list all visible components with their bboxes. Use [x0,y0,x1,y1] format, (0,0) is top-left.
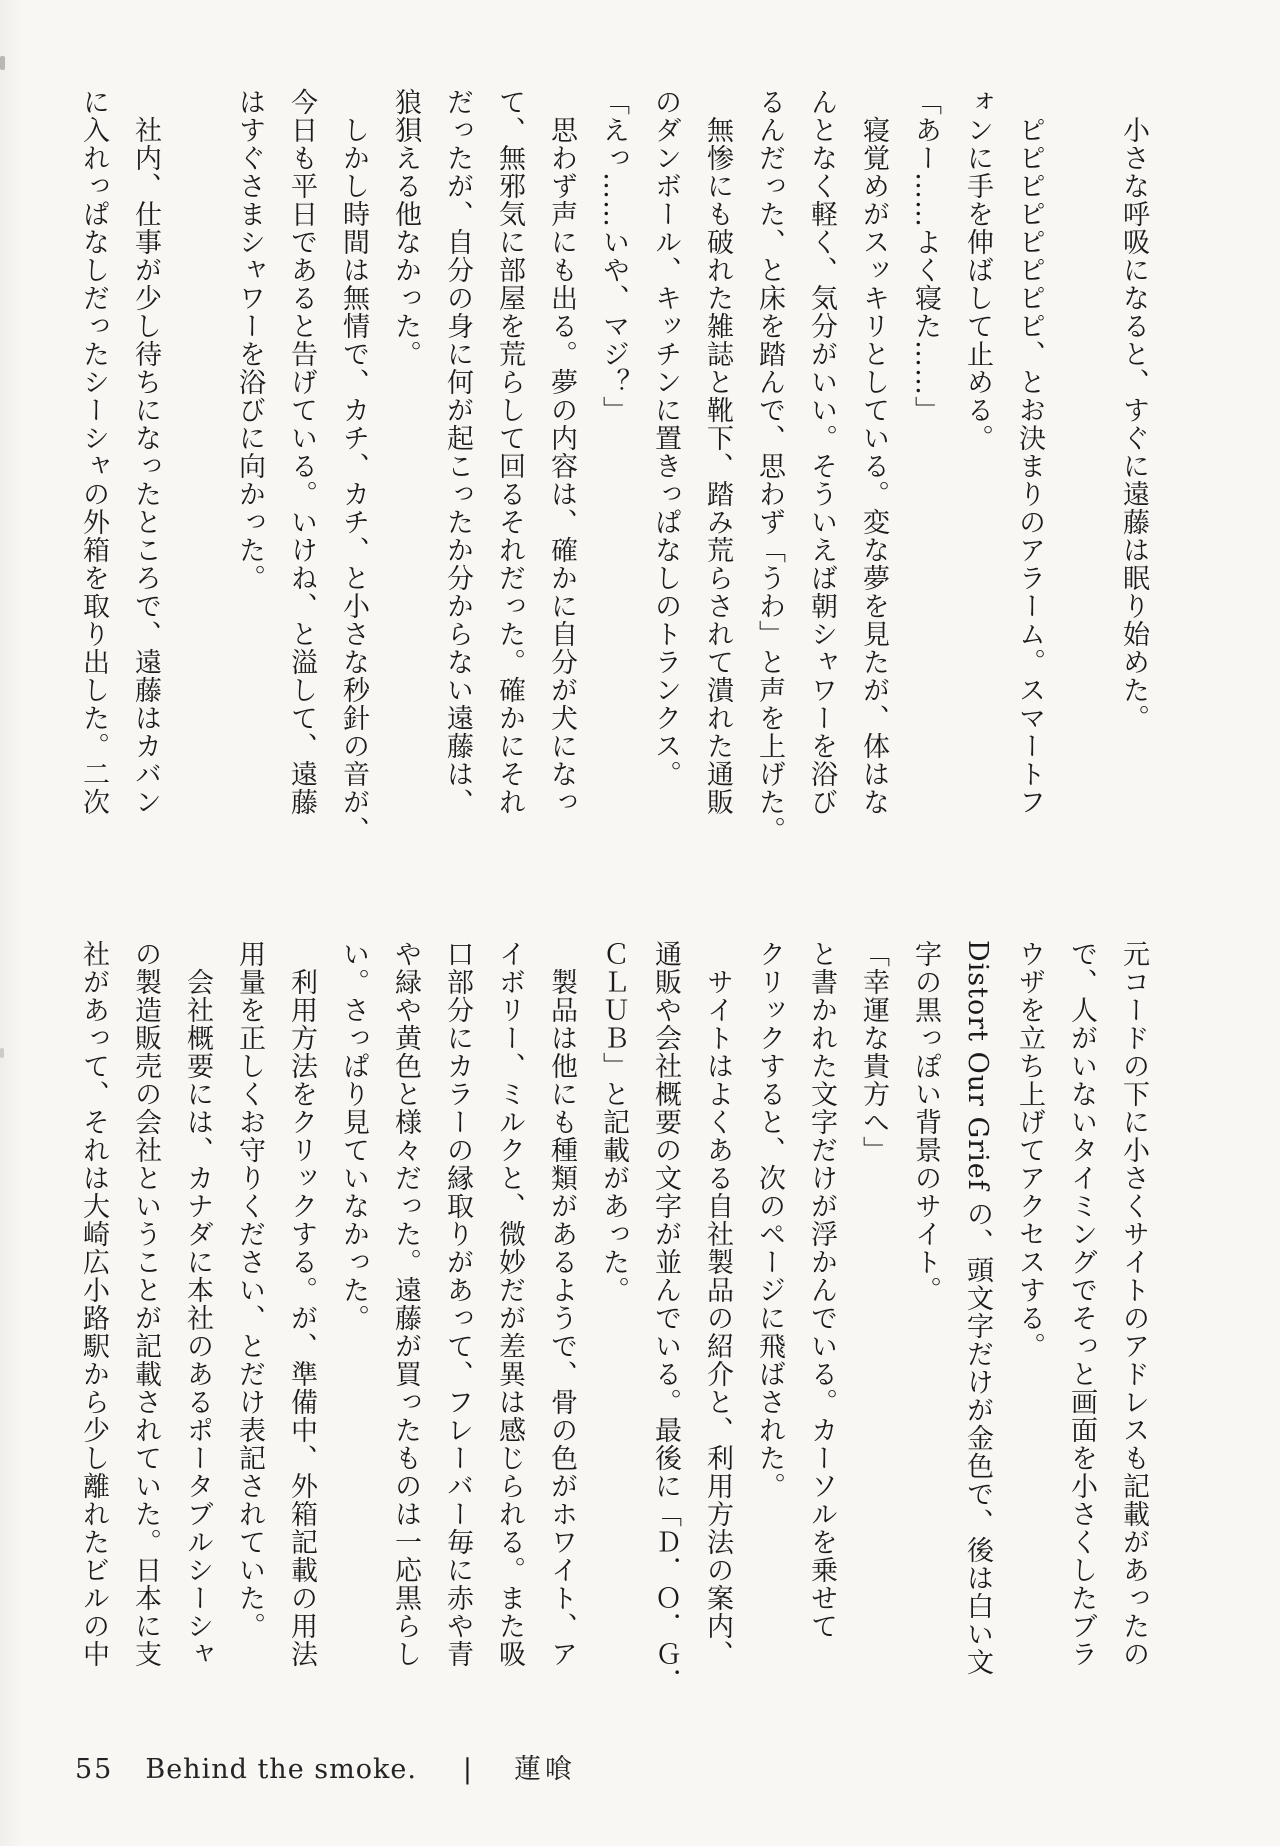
text-line: クリックすると、次のページに飛ばされた。 [754,940,785,1500]
text-line: Distort Our Grief の、頭文字だけが金色で、後は白い文 [962,940,993,1677]
running-title-en: Behind the smoke. [145,1754,417,1785]
text-line: と書かれた文字だけが浮かんでいる。カーソルを乗せて [806,940,837,1640]
bottom-text-block [67,940,1159,1696]
text-line: 口部分にカラーの縁取りがあって、フレーバー毎に赤や青 [442,940,473,1668]
text-line: 社内、仕事が少し待ちになったところで、遠藤はカバン [130,88,161,816]
scan-artifact [0,56,5,70]
text-line: 元コードの下に小さくサイトのアドレスも記載があったの [1118,940,1149,1668]
text-line: て、無邪気に部屋を荒らして回るそれだった。確かにそれ [494,88,525,816]
text-line-blank [171,88,223,878]
text-line: い。さっぱり見ていなかった。 [338,940,369,1332]
text-line: んとなく軽く、気分がいい。そういえば朝シャワーを浴び [806,88,837,816]
running-title-jp: 蓮喰 [514,1754,577,1785]
text-line: 無惨にも破れた雑誌と靴下、踏み荒らされて潰れた通販 [702,88,733,816]
text-line: や緑や黄色と様々だった。遠藤が買ったものは一応黒らし [390,940,421,1668]
text-line: ウザを立ち上げてアクセスする。 [1014,940,1045,1360]
text-line: 社があって、それは大崎広小路駅から少し離れたビルの中 [78,940,109,1668]
text-line: で、人がいないタイミングでそっと画面を小さくしたブラ [1066,940,1097,1668]
text-line: るんだった、と床を踏んで、思わず「うわ」と声を上げた。 [754,88,785,844]
text-line: イボリー、ミルクと、微妙だが差異は感じられる。また吸 [494,940,525,1668]
text-line: 「えっ……いや、マジ？」 [598,88,629,424]
footer-divider: | [462,1754,473,1785]
text-line: 用量を正しくお守りください、とだけ表記されていた。 [234,940,265,1640]
text-line: だったが、自分の身に何が起こったか分からない遠藤は、 [442,88,473,816]
text-line: しかし時間は無情で、カチ、カチ、と小さな秒針の音が、 [338,88,369,844]
text-line: ピピピピピピピピ、とお決まりのアラーム。スマートフ [1014,88,1045,816]
top-text-block [67,88,1159,878]
text-line: のダンボール、キッチンに置きっぱなしのトランクス。 [650,88,681,788]
text-line: 通販や会社概要の文字が並んでいる。最後に「Ｄ．Ｏ．Ｇ． [650,940,681,1696]
text-line: の製造販売の会社ということが記載されていた。日本に支 [130,940,161,1668]
text-line: 小さな呼吸になると、すぐに遠藤は眠り始めた。 [1118,88,1149,732]
text-line: サイトはよくある自社製品の紹介と、利用方法の案内、 [702,940,733,1668]
footer [75,1747,576,1786]
text-line: 利用方法をクリックする。が、準備中、外箱記載の用法 [286,940,317,1668]
text-line: 製品は他にも種類があるようで、骨の色がホワイト、ア [546,940,577,1668]
text-line: 今日も平日であると告げている。いけね、と溢して、遠藤 [286,88,317,816]
text-line: 会社概要には、カナダに本社のあるポータブルシーシャ [182,940,213,1668]
text-line: 「幸運な貴方へ」 [858,940,889,1164]
scan-artifact [0,1048,4,1058]
text-line: 狼狽える他なかった。 [390,88,421,368]
text-line: ォンに手を伸ばして止める。 [962,88,993,452]
text-line: 思わず声にも出る。夢の内容は、確かに自分が犬になっ [546,88,577,816]
text-line: 寝覚めがスッキリとしている。変な夢を見たが、体はな [858,88,889,816]
text-line: ＣＬＵＢ」と記載があった。 [598,940,629,1304]
text-line: はすぐさまシャワーを浴びに向かった。 [234,88,265,592]
text-line: に入れっぱなしだったシーシャの外箱を取り出した。二次 [78,88,109,816]
text-line-blank [1055,88,1107,878]
page-number: 55 [75,1754,114,1785]
text-line: 「あー……よく寝た……」 [910,88,941,424]
text-line: 字の黒っぽい背景のサイト。 [910,940,941,1304]
